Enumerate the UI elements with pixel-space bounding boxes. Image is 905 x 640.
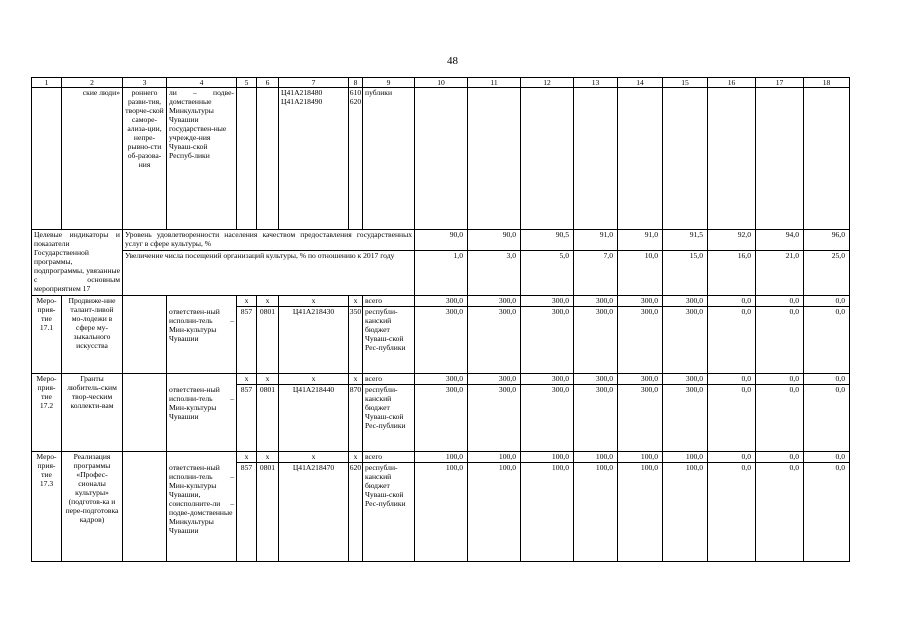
total-value: 300,0 xyxy=(618,296,663,307)
event-name: Продвиже-ние талант-ливой мо-лодежи в сфере му-зыкального искусства xyxy=(62,296,123,374)
total-value: 0,0 xyxy=(756,374,804,385)
indicator-value: 15,0 xyxy=(663,251,708,296)
cont-val xyxy=(804,88,850,230)
budget-value: 300,0 xyxy=(663,307,708,374)
vr-code: 620 xyxy=(349,463,363,562)
cont-source: публики xyxy=(363,88,415,230)
cont-event-name: ские люди» xyxy=(62,88,123,230)
column-number: 14 xyxy=(618,78,663,88)
indicator-value: 21,0 xyxy=(756,251,804,296)
indicator-value: 91,0 xyxy=(618,230,663,251)
total-value: 0,0 xyxy=(756,452,804,463)
cont-csr xyxy=(279,88,349,230)
budget-value: 0,0 xyxy=(804,307,850,374)
event-code: Меро-прия-тие 17.2 xyxy=(32,374,62,452)
budget-value: 300,0 xyxy=(468,385,521,452)
cont-col5 xyxy=(237,88,257,230)
cont-val xyxy=(756,88,804,230)
budget-value: 300,0 xyxy=(574,385,618,452)
total-value: 100,0 xyxy=(415,452,468,463)
column-number: 10 xyxy=(415,78,468,88)
budget-value: 300,0 xyxy=(574,307,618,374)
total-value: 0,0 xyxy=(708,452,756,463)
csr-code: Ц41А218470 xyxy=(279,463,349,562)
budget-value: 300,0 xyxy=(415,307,468,374)
source-budget: республи-канский бюджет Чуваш-ской Рес-публики xyxy=(363,307,415,374)
cont-vr-2: 620 xyxy=(349,97,362,106)
rzpr-code: 0801 xyxy=(257,307,279,374)
cont-executor: ли – подве-домственные Минкультуры Чувашии государствен-ные учрежде-ния Чуваш-ской Респуб-лики xyxy=(167,88,237,230)
total-value: 300,0 xyxy=(574,296,618,307)
total-value: 300,0 xyxy=(574,374,618,385)
column-number: 17 xyxy=(756,78,804,88)
column-number: 12 xyxy=(521,78,574,88)
column-number: 6 xyxy=(257,78,279,88)
total-value: 300,0 xyxy=(415,296,468,307)
budget-value: 300,0 xyxy=(618,307,663,374)
total-value: 0,0 xyxy=(804,296,850,307)
budget-value: 100,0 xyxy=(574,463,618,562)
column-number: 18 xyxy=(804,78,850,88)
budget-value: 0,0 xyxy=(708,385,756,452)
cont-vr-1: 610 xyxy=(349,88,362,97)
indicator-row-1 xyxy=(32,230,850,251)
vr-x: x xyxy=(349,452,363,463)
total-value: 300,0 xyxy=(663,296,708,307)
cont-val xyxy=(618,88,663,230)
total-value: 300,0 xyxy=(521,296,574,307)
cont-vr xyxy=(349,88,363,230)
source-total: всего xyxy=(363,374,415,385)
total-value: 300,0 xyxy=(468,374,521,385)
budget-value: 300,0 xyxy=(521,385,574,452)
budget-value: 100,0 xyxy=(415,463,468,562)
column-number: 8 xyxy=(349,78,363,88)
column-number: 7 xyxy=(279,78,349,88)
rzpr-code: 0801 xyxy=(257,385,279,452)
budget-value: 100,0 xyxy=(468,463,521,562)
total-value: 100,0 xyxy=(663,452,708,463)
indicator-value: 3,0 xyxy=(468,251,521,296)
budget-value: 0,0 xyxy=(708,307,756,374)
cont-val xyxy=(521,88,574,230)
budget-value: 0,0 xyxy=(804,463,850,562)
event-executor: ответствен-ный исполни-тель – Мин-культуры Чувашии, соисполните-ли – подве-домственные Минкультуры Чувашии xyxy=(167,463,237,562)
cont-col1 xyxy=(32,88,62,230)
budget-value: 0,0 xyxy=(756,385,804,452)
budget-value: 300,0 xyxy=(468,307,521,374)
event-code: Меро-прия-тие 17.1 xyxy=(32,296,62,374)
event-code: Меро-прия-тие 17.3 xyxy=(32,452,62,562)
total-value: 100,0 xyxy=(521,452,574,463)
event-executor: ответствен-ный исполни-тель – Мин-культуры Чувашии xyxy=(167,307,237,374)
event-row-total xyxy=(32,452,850,463)
event-row-total xyxy=(32,296,850,307)
page-number: 48 xyxy=(447,55,458,67)
event-executor-top xyxy=(167,374,237,385)
vr-x: x xyxy=(349,374,363,385)
budget-value: 0,0 xyxy=(756,307,804,374)
budget-value: 100,0 xyxy=(521,463,574,562)
program-table xyxy=(31,77,850,562)
total-value: 0,0 xyxy=(756,296,804,307)
indicator-value: 10,0 xyxy=(618,251,663,296)
rzpr-code: 0801 xyxy=(257,463,279,562)
total-value: 300,0 xyxy=(663,374,708,385)
budget-value: 0,0 xyxy=(804,385,850,452)
indicator-value: 91,0 xyxy=(574,230,618,251)
indicator-value: 91,5 xyxy=(663,230,708,251)
grbs-code: 857 xyxy=(237,463,257,562)
indicator-value: 96,0 xyxy=(804,230,850,251)
indicators-label: Целевые индикаторы и показатели Государственной программы, подпрограммы, увязанные с основным мероприятием 17 xyxy=(32,230,123,296)
source-budget: республи-канский бюджет Чуваш-ской Рес-публики xyxy=(363,385,415,452)
event-goal xyxy=(123,296,167,374)
vr-code: 870 xyxy=(349,385,363,452)
indicator-value: 7,0 xyxy=(574,251,618,296)
vr-x: x xyxy=(349,296,363,307)
budget-value: 300,0 xyxy=(618,385,663,452)
total-value: 100,0 xyxy=(468,452,521,463)
indicator-text: Уровень удовлетворенности населения качеством предоставления государственных услуг в сфере культуры, % xyxy=(123,230,415,251)
source-total: всего xyxy=(363,452,415,463)
budget-value: 0,0 xyxy=(756,463,804,562)
grbs-code: 857 xyxy=(237,307,257,374)
event-goal xyxy=(123,452,167,562)
rzpr-x: x xyxy=(257,296,279,307)
budget-value: 300,0 xyxy=(521,307,574,374)
csr-x: x xyxy=(279,296,349,307)
total-value: 100,0 xyxy=(574,452,618,463)
cont-csr-2: Ц41А218490 xyxy=(281,97,323,106)
indicator-value: 90,0 xyxy=(468,230,521,251)
column-number: 1 xyxy=(32,78,62,88)
cont-val xyxy=(663,88,708,230)
event-row-total xyxy=(32,374,850,385)
cont-val xyxy=(574,88,618,230)
column-number: 11 xyxy=(468,78,521,88)
event-executor-top xyxy=(167,296,237,307)
column-number: 3 xyxy=(123,78,167,88)
budget-value: 100,0 xyxy=(663,463,708,562)
vr-code: 350 xyxy=(349,307,363,374)
indicator-value: 5,0 xyxy=(521,251,574,296)
source-total: всего xyxy=(363,296,415,307)
column-number: 15 xyxy=(663,78,708,88)
event-name: Реализация программы «Профес-сионалы культуры» (подготов-ка и пере-подготовка кадров) xyxy=(62,452,123,562)
grbs-x: x xyxy=(237,374,257,385)
source-budget: республи-канский бюджет Чуваш-ской Рес-публики xyxy=(363,463,415,562)
total-value: 100,0 xyxy=(618,452,663,463)
event-name: Гранты любитель-ским твор-ческим коллекти-вам xyxy=(62,374,123,452)
indicator-value: 16,0 xyxy=(708,251,756,296)
rzpr-x: x xyxy=(257,374,279,385)
indicator-text: Увеличение числа посещений организаций культуры, % по отношению к 2017 году xyxy=(123,251,415,296)
rzpr-x: x xyxy=(257,452,279,463)
column-number: 16 xyxy=(708,78,756,88)
column-number: 4 xyxy=(167,78,237,88)
event-executor-top xyxy=(167,452,237,463)
cont-val xyxy=(708,88,756,230)
column-number: 5 xyxy=(237,78,257,88)
total-value: 300,0 xyxy=(618,374,663,385)
cont-goal: роннего разви-тия, творче-ской саморе-ализа-ции, непре-рывно-сти об-разова-ния xyxy=(123,88,167,230)
csr-code: Ц41А218440 xyxy=(279,385,349,452)
column-number: 2 xyxy=(62,78,123,88)
event-executor: ответствен-ный исполни-тель – Мин-культуры Чувашии xyxy=(167,385,237,452)
cont-val xyxy=(415,88,468,230)
csr-x: x xyxy=(279,374,349,385)
total-value: 0,0 xyxy=(804,374,850,385)
budget-value: 300,0 xyxy=(415,385,468,452)
column-number: 9 xyxy=(363,78,415,88)
indicator-value: 25,0 xyxy=(804,251,850,296)
total-value: 300,0 xyxy=(415,374,468,385)
grbs-x: x xyxy=(237,452,257,463)
column-number-row xyxy=(32,78,850,88)
total-value: 300,0 xyxy=(521,374,574,385)
cont-col6 xyxy=(257,88,279,230)
indicator-value: 90,5 xyxy=(521,230,574,251)
indicator-value: 94,0 xyxy=(756,230,804,251)
grbs-x: x xyxy=(237,296,257,307)
indicator-value: 1,0 xyxy=(415,251,468,296)
indicator-value: 92,0 xyxy=(708,230,756,251)
indicator-row-2 xyxy=(32,251,850,296)
grbs-code: 857 xyxy=(237,385,257,452)
total-value: 0,0 xyxy=(708,296,756,307)
continuation-row xyxy=(32,88,850,230)
column-number: 13 xyxy=(574,78,618,88)
event-goal xyxy=(123,374,167,452)
csr-code: Ц41А218430 xyxy=(279,307,349,374)
budget-value: 100,0 xyxy=(618,463,663,562)
total-value: 0,0 xyxy=(804,452,850,463)
total-value: 0,0 xyxy=(708,374,756,385)
budget-value: 0,0 xyxy=(708,463,756,562)
indicator-value: 90,0 xyxy=(415,230,468,251)
csr-x: x xyxy=(279,452,349,463)
cont-val xyxy=(468,88,521,230)
budget-value: 300,0 xyxy=(663,385,708,452)
total-value: 300,0 xyxy=(468,296,521,307)
cont-csr-1: Ц41А218480 xyxy=(281,88,323,97)
